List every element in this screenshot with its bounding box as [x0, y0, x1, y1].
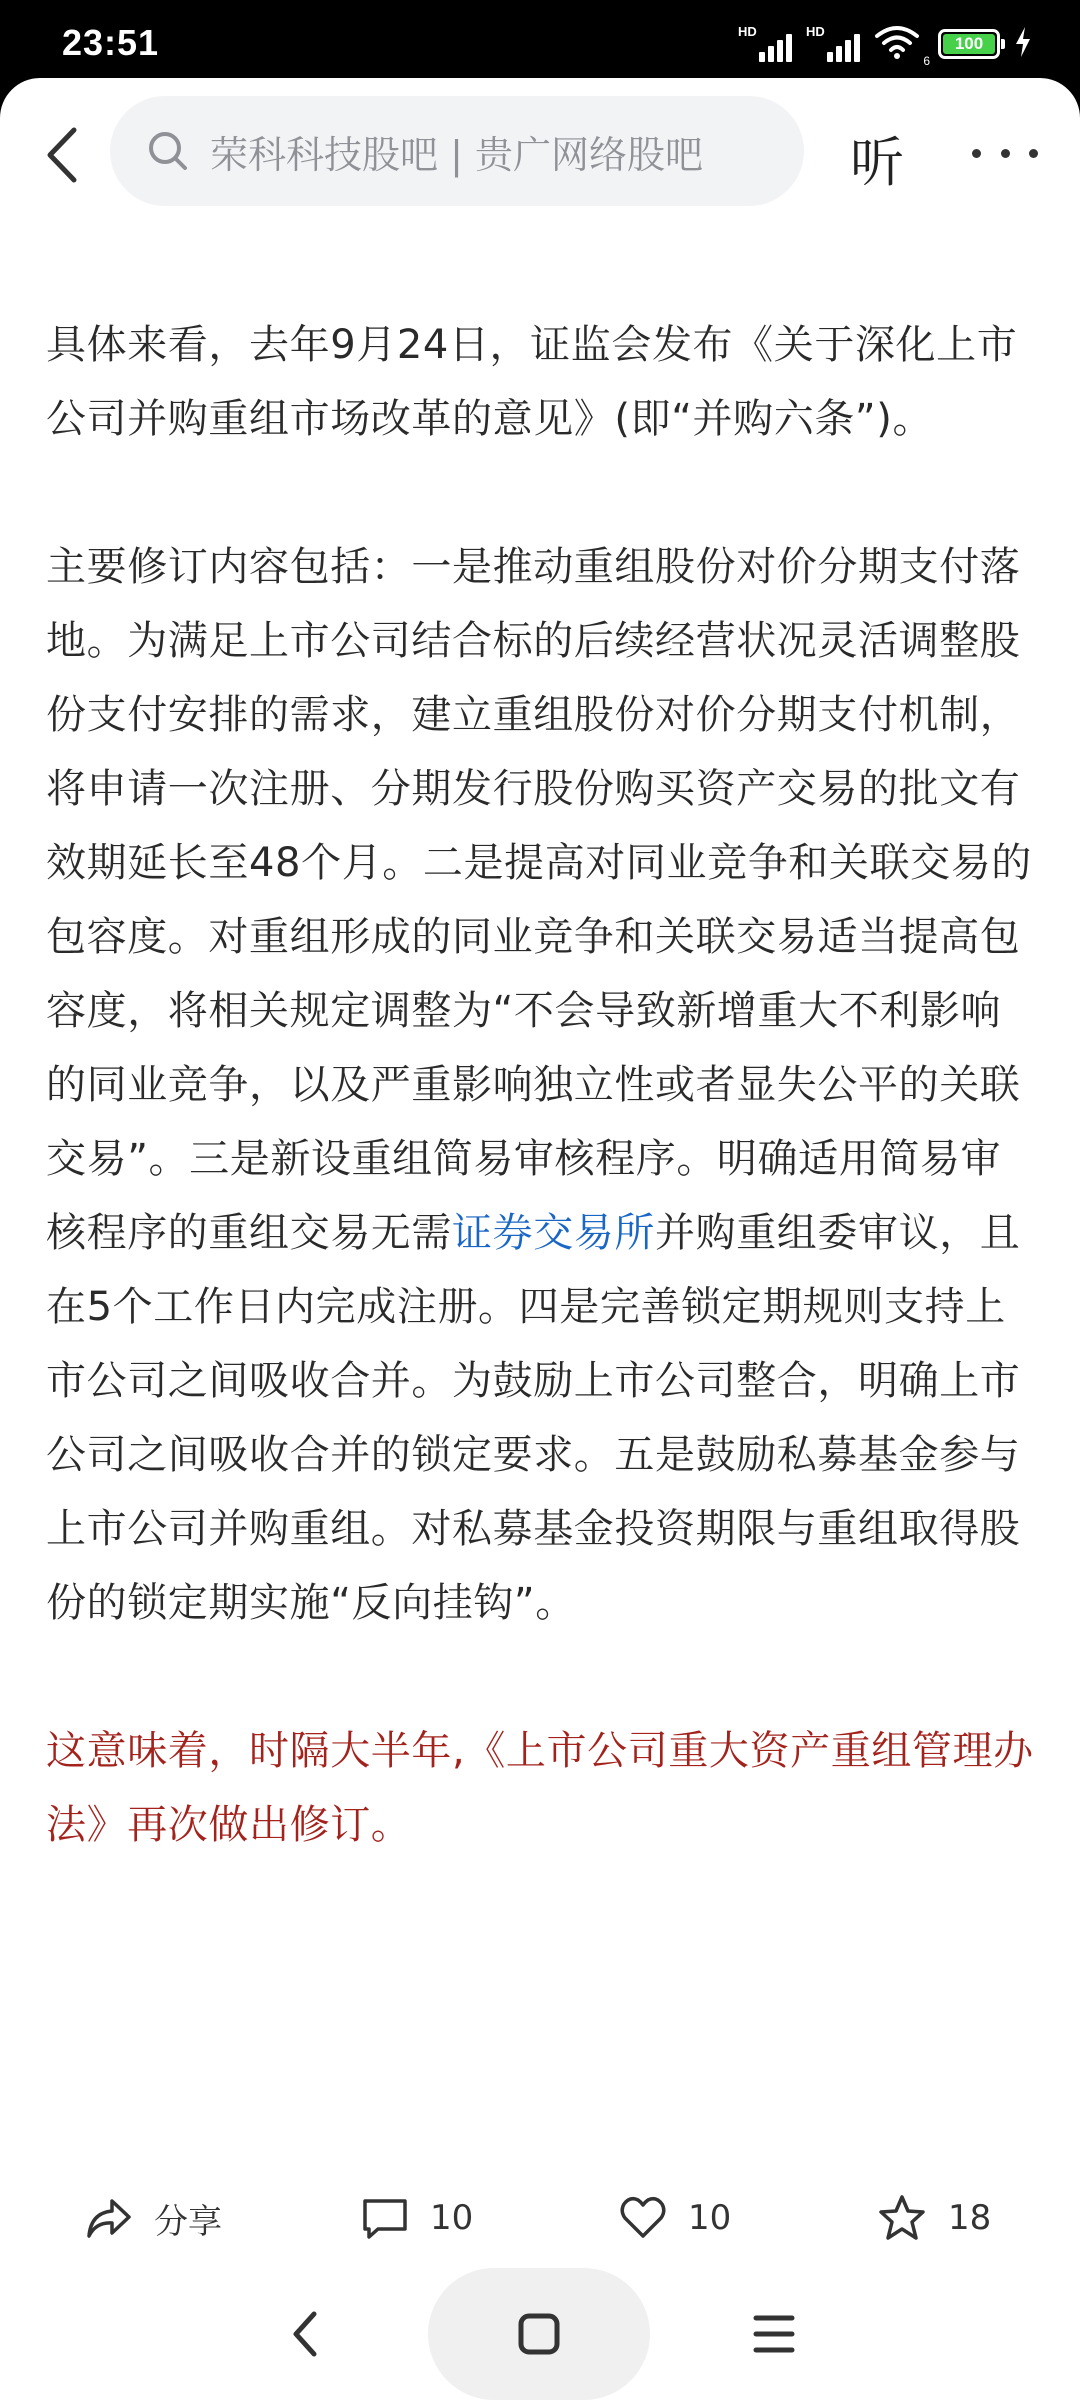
article-body: [46, 308, 1036, 1936]
chevron-left-icon: [36, 120, 96, 190]
charging-icon: [1014, 26, 1032, 62]
more-dot: [972, 149, 981, 158]
signal-icon: [738, 24, 792, 64]
wifi-icon: [874, 24, 930, 68]
back-button[interactable]: [36, 120, 96, 190]
more-dot: [1029, 149, 1038, 158]
search-bar[interactable]: [110, 96, 804, 206]
search-icon: [146, 129, 190, 173]
share-icon: [84, 2193, 134, 2243]
battery-icon: [938, 29, 1000, 59]
share-label: 分享: [154, 2201, 222, 2242]
comment-count: 10: [430, 2198, 474, 2238]
status-bar: [0, 0, 1080, 78]
like-count: 10: [688, 2198, 732, 2238]
top-bar: [0, 78, 1080, 228]
share-button[interactable]: [84, 2168, 222, 2268]
article-page: [0, 78, 1080, 2400]
comment-icon: [360, 2193, 410, 2243]
search-placeholder: 荣科科技股吧 | 贵广网络股吧: [210, 132, 703, 177]
signal-hd-label: HD: [738, 24, 757, 39]
menu-icon: [752, 2312, 796, 2356]
like-button[interactable]: [618, 2168, 731, 2268]
comment-button[interactable]: [360, 2168, 473, 2268]
nav-back-button[interactable]: [282, 2306, 328, 2362]
system-nav-bar: [0, 2268, 1080, 2400]
more-dot: [1001, 149, 1010, 158]
paragraph-text: 主要修订内容包括：一是推动重组股份对价分期支付落地。为满足上市公司结合标的后续经营状况灵活调整股份支付安排的需求，建立重组股份对价分期支付机制，将申请一次注册、分期发行股份购买资产交易的批文有效期延长至48个月。二是提高对同业竞争和关联交易的包容度。对重组形成的同业竞争和关联交易适当提高包容度，将相关规定调整为“不会导致新增重大不利影响的同业竞争，以及严重影响独立性或者显失公平的关联交易”。三是新设重组简易审核程序。明确适用简易审核程序的重组交易无需: [46, 544, 1032, 1256]
status-icons: [738, 24, 1032, 68]
nav-home-button[interactable]: [428, 2268, 650, 2400]
signal-icon: [806, 24, 860, 64]
home-square-icon: [428, 2268, 650, 2400]
status-time: 23:51: [62, 22, 160, 63]
star-icon: [876, 2193, 928, 2243]
action-bar: [0, 2168, 1080, 2268]
heart-icon: [618, 2193, 668, 2243]
nav-back-icon: [282, 2306, 328, 2362]
favorite-count: 18: [948, 2198, 992, 2238]
more-options-button[interactable]: [972, 118, 1038, 188]
paragraph-text: 并购重组委审议，且在5个工作日内完成注册。四是完善锁定期规则支持上市公司之间吸收合并。为鼓励上市公司整合，明确上市公司之间吸收合并的锁定要求。五是鼓励私募基金参与上市公司并购重组。对私募基金投资期限与重组取得股份的锁定期实施“反向挂钩”。: [46, 1210, 1021, 1626]
highlighted-paragraph: 这意味着，时隔大半年,《上市公司重大资产重组管理办法》再次做出修订。: [46, 1728, 1034, 1848]
favorite-button[interactable]: [876, 2168, 991, 2268]
nav-menu-button[interactable]: [752, 2312, 796, 2356]
signal-hd-label: HD: [806, 24, 825, 39]
article-paragraph: [46, 530, 1036, 1640]
article-paragraph: 具体来看，去年9月24日，证监会发布《关于深化上市公司并购重组市场改革的意见》(即“并购六条”)。: [46, 322, 1018, 442]
stock-exchange-link[interactable]: 证券交易所: [452, 1210, 655, 1256]
wifi-label: 6: [923, 54, 930, 68]
battery-level: 100: [943, 34, 995, 54]
listen-button[interactable]: 听: [850, 131, 904, 194]
